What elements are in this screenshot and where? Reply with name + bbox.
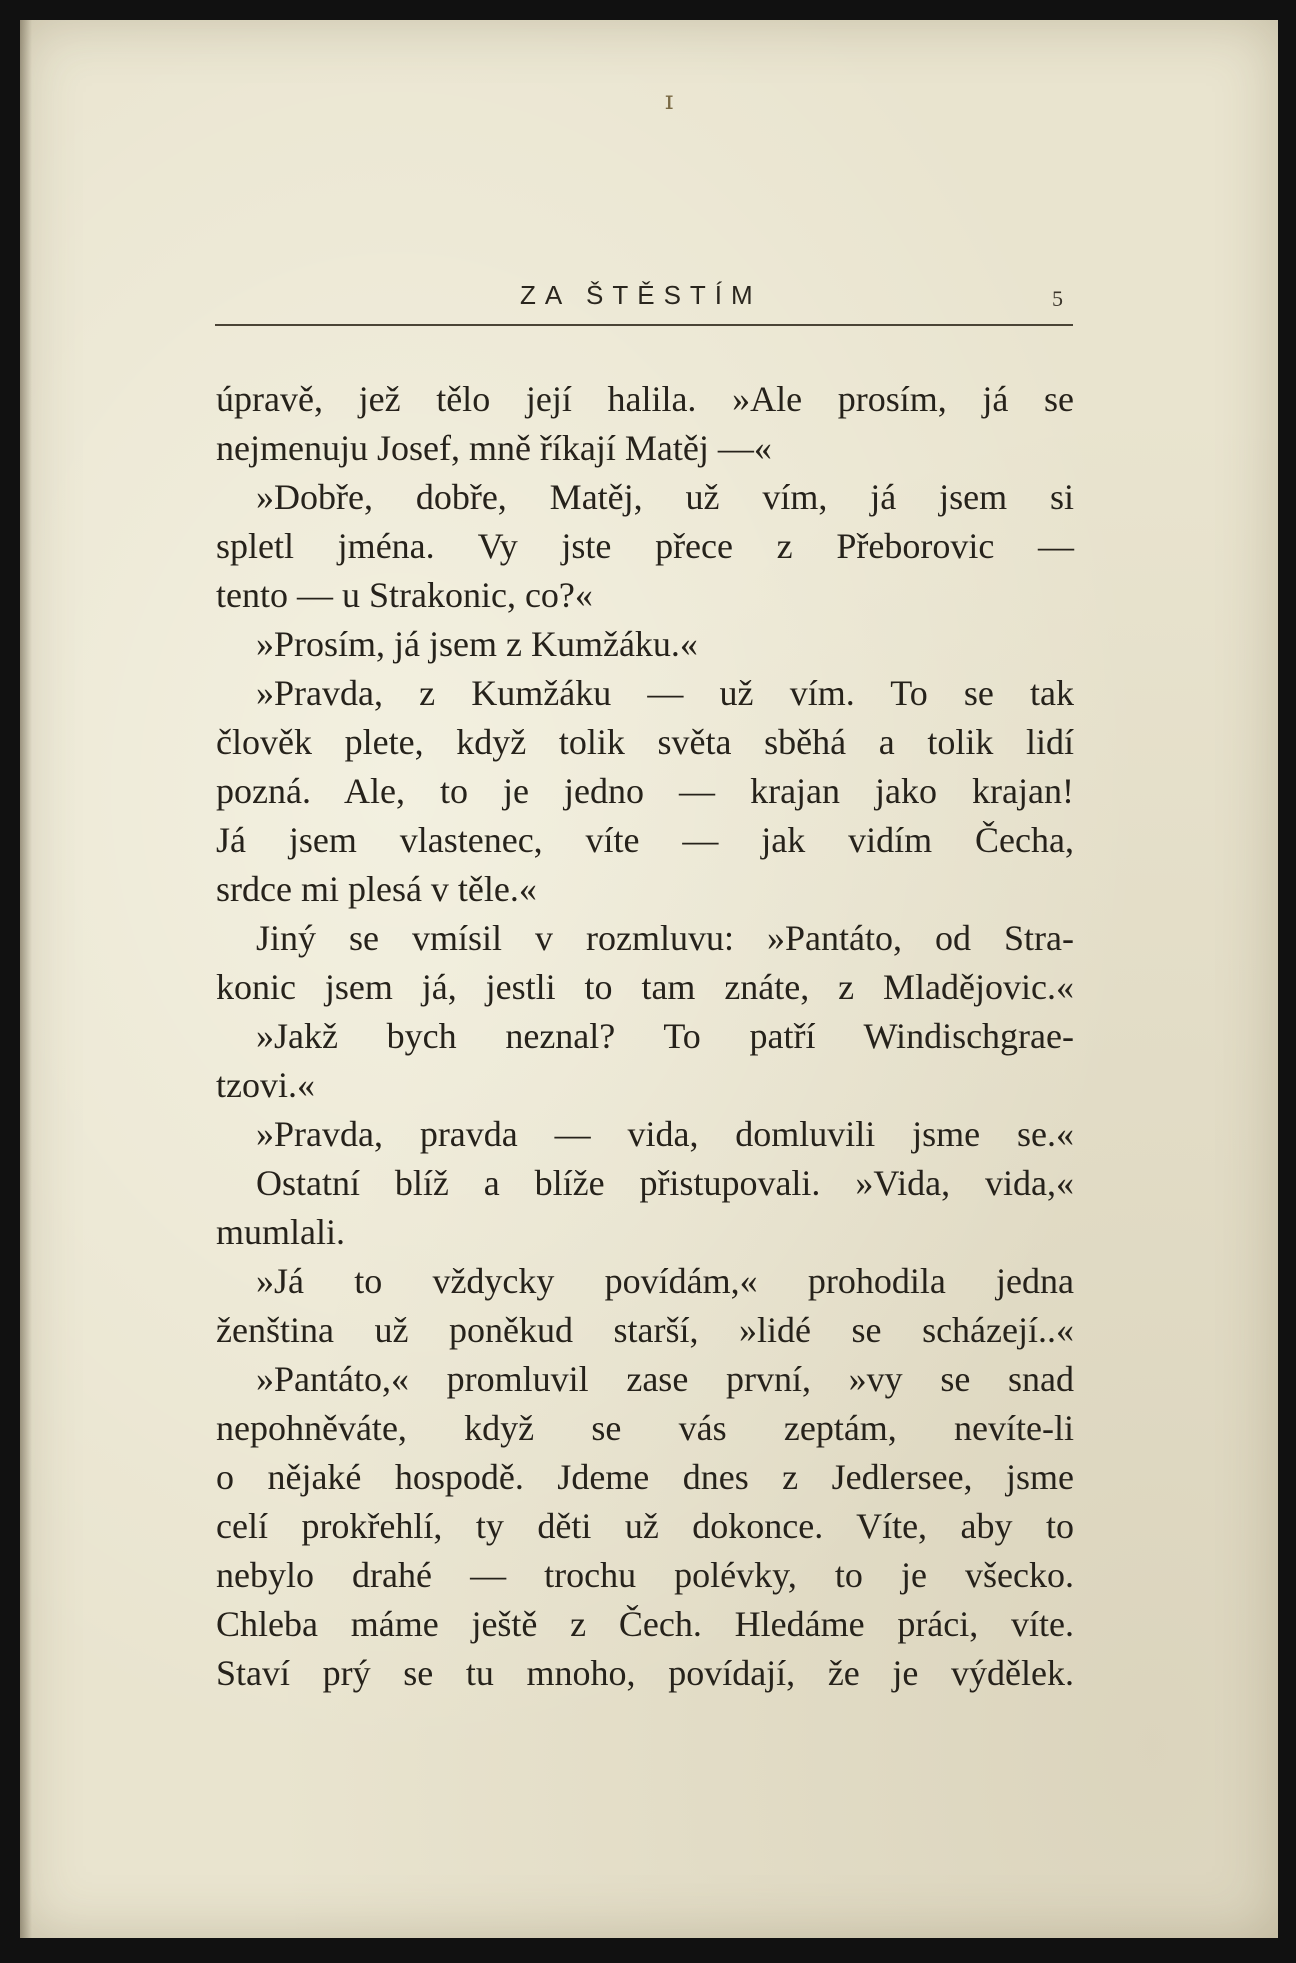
- text-line: nepohněváte, když se vás zeptám, nevíte-li: [216, 1408, 1074, 1448]
- text-line: nejmenuju Josef, mně říkají Matěj —«: [216, 428, 772, 468]
- text-line: spletl jména. Vy jste přece z Přeborovic —: [216, 526, 1074, 566]
- text-line: »Dobře, dobře, Matěj, už vím, já jsem si: [256, 477, 1074, 517]
- text-line: celí prokřehlí, ty děti už dokonce. Víte, aby to: [216, 1506, 1074, 1546]
- text-line: ženština už poněkud starší, »lidé se scházejí..«: [216, 1310, 1074, 1350]
- text-line: Ostatní blíž a blíže přistupovali. »Vida, vida,«: [256, 1163, 1074, 1203]
- text-line: »Prosím, já jsem z Kumžáku.«: [256, 624, 698, 664]
- text-line: člověk plete, když tolik světa sběhá a tolik lidí: [216, 722, 1074, 762]
- text-line: tento — u Strakonic, co?«: [216, 575, 593, 615]
- text-line: mumlali.: [216, 1212, 345, 1252]
- page-edge-shadow: [20, 20, 32, 1938]
- text-line: »Pantáto,« promluvil zase první, »vy se snad: [256, 1359, 1074, 1399]
- text-line: »Já to vždycky povídám,« prohodila jedna: [256, 1261, 1074, 1301]
- body-text: [216, 375, 1074, 1698]
- text-line: nebylo drahé — trochu polévky, to je všecko.: [216, 1555, 1074, 1595]
- text-line: »Pravda, pravda — vida, domluvili jsme se.«: [256, 1114, 1074, 1154]
- text-line: Já jsem vlastenec, víte — jak vidím Čecha,: [216, 820, 1074, 860]
- text-line: Staví prý se tu mnoho, povídají, že je výdělek.: [216, 1653, 1074, 1693]
- text-line: »Pravda, z Kumžáku — už vím. To se tak: [256, 673, 1074, 713]
- page-number: 5: [1052, 286, 1063, 311]
- top-ornament: ɪ: [664, 86, 674, 116]
- text-line: »Jakž bych neznal? To patří Windischgrae-: [256, 1016, 1074, 1056]
- text-line: úpravě, jež tělo její halila. »Ale prosím, já se: [216, 379, 1074, 419]
- header-rule: [215, 324, 1073, 326]
- text-line: Jiný se vmísil v rozmluvu: »Pantáto, od Stra-: [256, 918, 1074, 958]
- running-head: ZA ŠTĚSTÍM: [520, 280, 762, 310]
- text-line: srdce mi plesá v těle.«: [216, 869, 537, 909]
- text-line: tzovi.«: [216, 1065, 315, 1105]
- text-line: konic jsem já, jestli to tam znáte, z Mladějovic.«: [216, 967, 1074, 1007]
- text-line: Chleba máme ještě z Čech. Hledáme práci, víte.: [216, 1604, 1074, 1644]
- text-line: pozná. Ale, to je jedno — krajan jako krajan!: [216, 771, 1074, 811]
- text-line: o nějaké hospodě. Jdeme dnes z Jedlersee, jsme: [216, 1457, 1074, 1497]
